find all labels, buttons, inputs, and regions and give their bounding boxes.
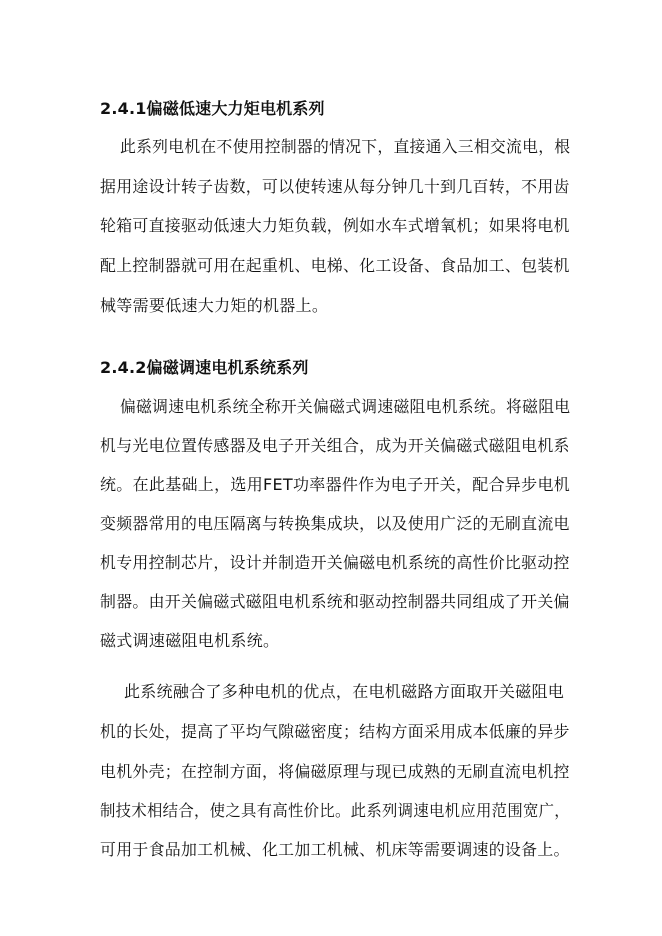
section2-p2-line-4: 制技术相结合，使之具有高性价比。此系列调速电机应用范围宽广， <box>100 801 570 820</box>
section1-line-2: 据用途设计转子齿数，可以使转速从每分钟几十到几百转，不用齿 <box>100 177 570 196</box>
section1-line-1: 此系列电机在不使用控制器的情况下，直接通入三相交流电，根 <box>120 137 571 156</box>
section2-p1-line-5: 机专用控制芯片，设计并制造开关偏磁电机系统的高性价比驱动控 <box>100 553 570 572</box>
section2-p1-line-2: 机与光电位置传感器及电子开关组合，成为开关偏磁式磁阻电机系 <box>100 436 570 455</box>
section1-line-5: 械等需要低速大力矩的机器上。 <box>100 296 329 315</box>
section2-p2-line-2: 机的长处，提高了平均气隙磁密度；结构方面采用成本低廉的异步 <box>100 722 570 741</box>
section1-line-4: 配上控制器就可用在起重机、电梯、化工设备、食品加工、包装机 <box>100 256 570 275</box>
section2-p1-line-7: 磁式调速磁阻电机系统。 <box>100 631 280 650</box>
section-heading-2-4-2: 2.4.2偏磁调速电机系统系列 <box>100 358 309 377</box>
section2-p1-line-1: 偏磁调速电机系统全称开关偏磁式调速磁阻电机系统。将磁阻电 <box>120 397 571 416</box>
section2-p2-line-3: 电机外壳；在控制方面，将偏磁原理与现已成熟的无刷直流电机控 <box>100 762 570 781</box>
section1-line-3: 轮箱可直接驱动低速大力矩负载，例如水车式增氧机；如果将电机 <box>100 216 570 235</box>
section2-p2-line-5: 可用于食品加工机械、化工加工机械、机床等需要调速的设备上。 <box>100 840 570 859</box>
section2-p2-line-1: 此系统融合了多种电机的优点，在电机磁路方面取开关磁阻电 <box>124 682 565 701</box>
section-heading-2-4-1: 2.4.1偏磁低速大力矩电机系列 <box>100 99 325 118</box>
section2-p1-line-3: 统。在此基础上，选用FET功率器件作为电子开关，配合异步电机 <box>100 475 571 494</box>
section2-p1-line-6: 制器。由开关偏磁式磁阻电机系统和驱动控制器共同组成了开关偏 <box>100 592 570 611</box>
section2-p1-line-4: 变频器常用的电压隔离与转换集成块，以及使用广泛的无刷直流电 <box>100 514 570 533</box>
